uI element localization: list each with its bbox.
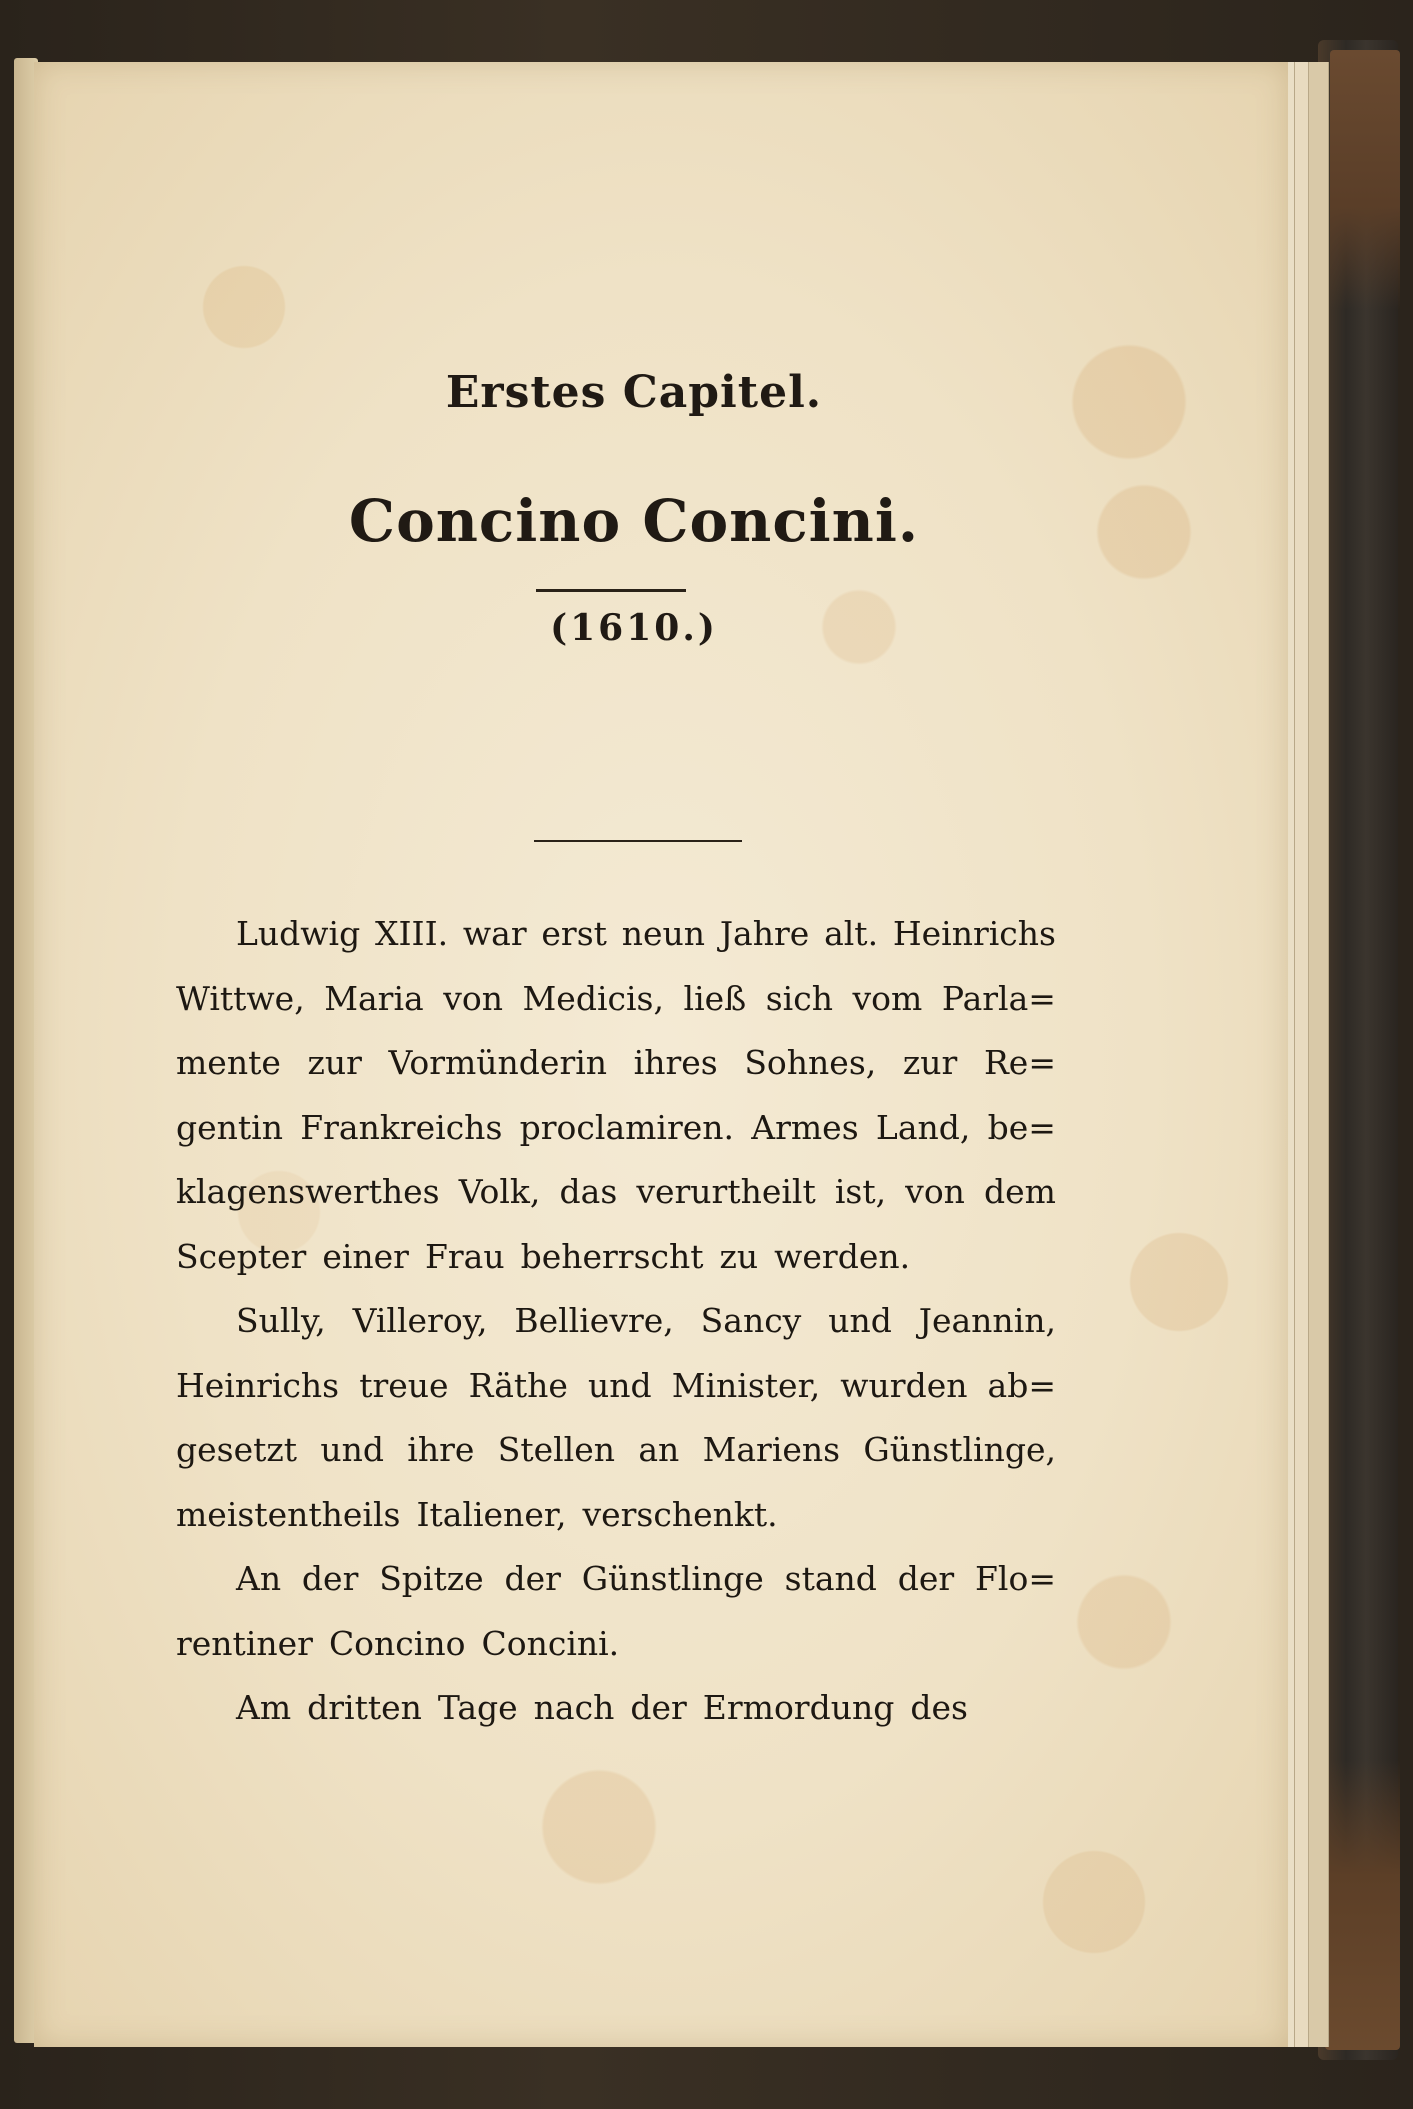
leather-corner-bottom (1325, 1760, 1400, 2050)
text-line: gentin Frankreichs proclamiren. Armes Land, be= (176, 1107, 1056, 1147)
paragraph (176, 1289, 1056, 1547)
text-line: Scepter einer Frau beherrscht zu werden. (176, 1236, 911, 1276)
heading-rule (536, 589, 686, 592)
text-line: Wittwe, Maria von Medicis, ließ sich vom Parla= (176, 978, 1056, 1018)
title-rule (534, 840, 742, 842)
text-line: An der Spitze der Günstlinge stand der Flo= (236, 1559, 1056, 1598)
text-line: gesetzt und ihre Stellen an Mariens Günstlinge, (176, 1430, 1056, 1469)
body-text (176, 902, 1056, 1741)
text-line: rentiner Concino Concini. (176, 1623, 620, 1663)
text-line: klagenswerthes Volk, das verurtheilt ist, von dem (176, 1172, 1056, 1211)
book-spine (1318, 40, 1398, 2060)
text-line: meistentheils Italiener, verschenkt. (176, 1494, 778, 1534)
paragraph (176, 1676, 1056, 1741)
chapter-title: Concino Concini. (348, 487, 920, 555)
paragraph (176, 902, 1056, 1289)
text-line: Ludwig XIII. war erst neun Jahre alt. Heinrichs (236, 914, 1056, 953)
leather-corner-top (1330, 50, 1400, 310)
paragraph (176, 1547, 1056, 1676)
book-page (34, 62, 1288, 2047)
chapter-year: (1610.) (550, 607, 718, 649)
text-line: mente zur Vormünderin ihres Sohnes, zur Re= (176, 1043, 1056, 1082)
text-line: Sully, Villeroy, Bellievre, Sancy und Jeannin, (236, 1301, 1056, 1340)
chapter-number-heading: Erstes Capitel. (445, 367, 823, 418)
text-line: Heinrichs treue Räthe und Minister, wurden ab= (176, 1365, 1056, 1405)
text-line: Am dritten Tage nach der Ermordung des (236, 1688, 968, 1727)
